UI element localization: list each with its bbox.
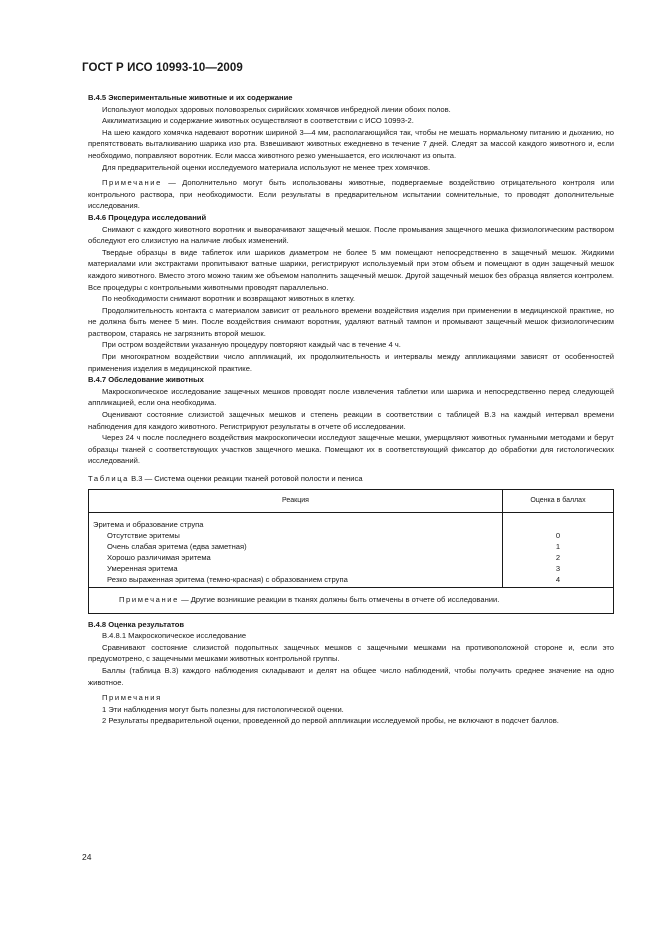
paragraph: Акклиматизацию и содержание животных осуществляют в соответствии с ИСО 10993-2. [102,116,414,126]
reaction-cell [89,512,503,587]
score-cell [503,512,614,587]
group-label: Эритема и образование струпа [93,519,204,529]
score-value: 1 [555,541,561,551]
paragraph: При многократном воздействии число аппликаций, их продолжительность и интервалы между аппликациями зависят от особенностей применения изделия в медицинской практике. [88,352,614,373]
score-value: 3 [555,563,561,573]
paragraph: На шею каждого хомячка надевают воротник шириной 3—4 мм, располагающийся так, чтобы не мешать нормальному питанию и дыханию, но препятствовать выталкиванию шарика изо рта. Взвешивают животных ежедневно в течение 7 дней. Следят за массой каждого животного и, если необходимо, поправляют воротник. Если масса животного резко уменьшается, его исключают из опыта. [88,127,614,160]
section-heading-b47: В.4.7 Обследование животных [88,375,204,385]
page-header: ГОСТ Р ИСО 10993-10—2009 [82,62,243,74]
paragraph: При остром воздействии указанную процедуру повторяют каждый час в течение 4 ч. [102,340,401,350]
score-value: 0 [555,530,561,540]
reaction-scoring-table [88,489,614,614]
notes-label: Примечания [102,693,162,703]
subsection-heading: В.4.8.1 Макроскопическое исследование [102,631,247,641]
note-label: Примечание [102,178,162,188]
table-caption [88,473,614,485]
table-note-label: Примечание [119,594,179,604]
page-number: 24 [82,852,92,862]
paragraph: Оценивают состояние слизистой защечных мешков и степень реакции в соответствии с таблицей В.3 на каждый интервал времени наблюдения для каждого животного. Регистрируют результаты в отчете об исследовании. [88,410,614,431]
table-note-row [89,587,614,613]
paragraph: Снимают с каждого животного воротник и выворачивают защечный мешок. После промывания защечного мешка физиологическим раствором обследуют его слизистую на наличие любых изменений. [88,224,614,246]
section-heading-b46: В.4.6 Процедура исследований [88,212,207,222]
table-row [89,512,614,587]
paragraph: Твердые образцы в виде таблеток или шариков диаметром не более 5 мм помещают непосредственно в защечный мешок. Жидкими материалами или экстрактами пропитывают ватные шарики, регистрируют используемый при этом объем и помещают в один защечный мешок каждого животного. Вместо этого можно таким же объемом наполнить защечный мешок. Другой защечный мешок без образца является контролем. Все процедуры с контрольными животными проводят параллельно. [88,247,614,292]
paragraph: По необходимости снимают воротник и возвращают животных в клетку. [102,294,355,304]
table-caption-text: В.3 — Система оценки реакции тканей ротовой полости и пениса [128,474,363,483]
section-heading-b48: В.4.8 Оценка результатов [88,619,185,629]
table-header-row [89,489,614,512]
note-b45 [88,177,614,212]
paragraph: Макроскопическое исследование защечных мешков проводят после извлечения таблетки или шарика и непосредственно перед следующей аппликацией, если она необходима. [88,386,614,408]
score-value: 2 [555,552,561,562]
reaction-label: Хорошо различимая эритема [107,552,211,562]
note-item: 2 Результаты предварительной оценки, проведенной до первой аппликации исследуемой пробы, не включают в подсчет баллов. [102,716,559,726]
table-caption-label: Таблица [88,474,129,483]
page-content [88,92,614,727]
table-note-text: — Другие возникшие реакции в тканях должны быть отмечены в отчете об исследовании. [178,594,500,604]
reaction-label: Отсутствие эритемы [107,530,180,540]
column-header-score: Оценка в баллах [503,489,614,512]
paragraph: Через 24 ч после последнего воздействия макроскопически исследуют защечные мешки, умерщвляют животных гуманными методами и берут образцы тканей с соответствующих участков защечного мешка. Помещают их в соответствующий фиксатор до обработки для гистологических исследований. [88,433,614,466]
section-heading-b45: В.4.5 Экспериментальные животные и их содержание [88,93,293,102]
score-value: 4 [555,574,561,584]
reaction-label: Очень слабая эритема (едва заметная) [107,541,247,551]
paragraph: Используют молодых здоровых половозрелых сирийских хомячков инбредной линии обоих полов. [102,104,451,114]
reaction-label: Умеренная эритема [107,563,178,573]
note-text: — Дополнительно могут быть использованы животные, подвергаемые воздействию отрицательного контроля или контрольного раствора, при необходимости. Если результаты в предварительном испытании сомнительные, то проводят дополнительные исследования. [88,178,614,211]
table-note [89,587,614,613]
column-header-reaction: Реакция [89,489,503,512]
paragraph: Баллы (таблица В.3) каждого наблюдения складывают и делят на общее число наблюдений, чтобы получить среднее значение на одно животное. [88,665,614,687]
paragraph: Сравнивают состояние слизистой подопытных защечных мешков с защечными мешками на противоположной стороне и, если это предусмотрено, с защечными мешками животных контрольной группы. [88,642,614,664]
reaction-label: Резко выраженная эритема (темно-красная) с образованием струпа [107,574,348,584]
paragraph: Для предварительной оценки исследуемого материала используют не менее трех хомячков. [102,162,431,172]
note-item: 1 Эти наблюдения могут быть полезны для гистологической оценки. [102,704,344,714]
paragraph: Продолжительность контакта с материалом зависит от реального времени воздействия изделия при применении в медицинской практике, но не должна быть менее 5 мин. После воздействия снимают воротник, удаляют ватный тампон и промывают защечный мешок физиологическим раствором, стараясь не загрязнить второй мешок. [88,305,614,338]
